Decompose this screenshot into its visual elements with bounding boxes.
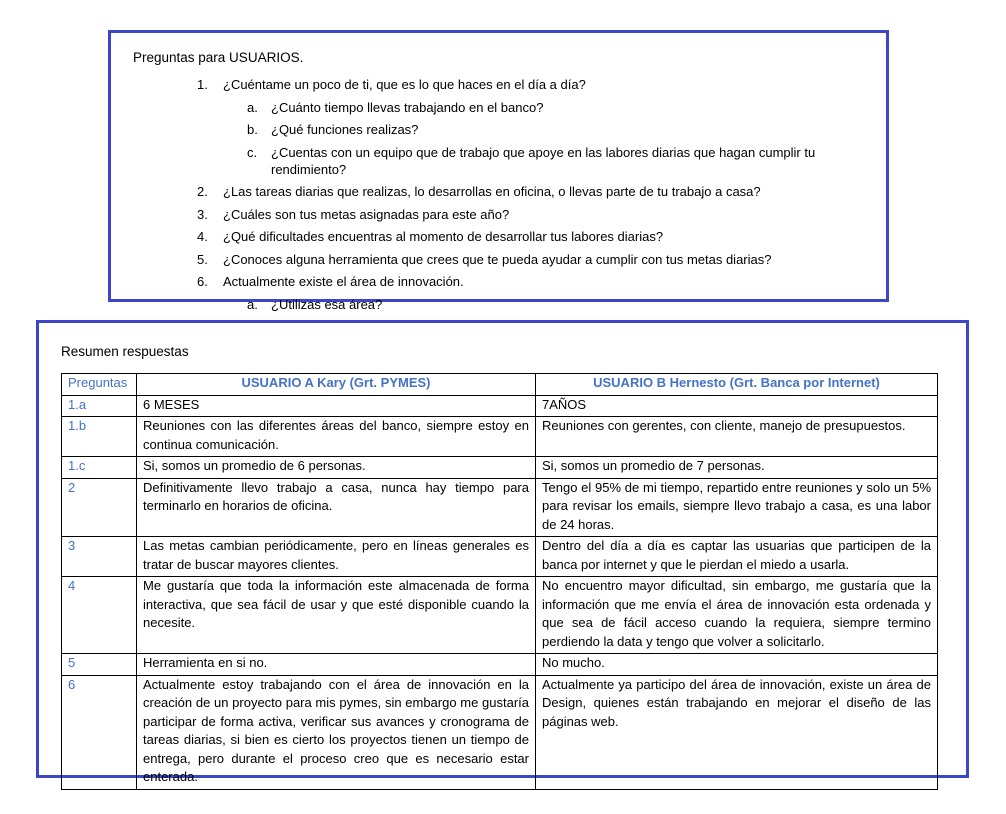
table-row <box>62 537 938 577</box>
answer-user-a: Definitivamente llevo trabajo a casa, nunca hay tiempo para terminarlo en horarios de oficina. <box>137 478 536 537</box>
questions-list <box>133 76 876 335</box>
question-number: b. <box>247 122 258 137</box>
table-row <box>62 654 938 676</box>
question-text: ¿Cuentas con un equipo que de trabajo que apoye en las labores diarias que hagan cumplir tu rendimiento? <box>271 144 816 177</box>
answers-box <box>36 320 969 784</box>
header-usuario-a: USUARIO A Kary (Grt. PYMES) <box>137 374 536 396</box>
question-item <box>133 228 876 245</box>
answer-user-b: No mucho. <box>536 654 938 676</box>
question-text: ¿Qué dificultades encuentras al momento de desarrollar tus labores diarias? <box>223 229 664 244</box>
answer-user-b: Si, somos un promedio de 7 personas. <box>536 457 938 479</box>
answer-user-a: Me gustaría que toda la información este almacenada de forma interactiva, que sea fácil de usar y que esté disponible cuando la necesite. <box>137 577 536 654</box>
question-item <box>133 273 876 290</box>
answer-user-b: Dentro del día a día es captar las usuarias que participen de la banca por internet y que le pierdan el miedo a usarla. <box>536 537 938 577</box>
question-id: 1.a <box>62 395 137 417</box>
question-text: ¿Cuéntame un poco de ti, que es lo que haces en el día a día? <box>223 77 586 92</box>
table-row <box>62 457 938 479</box>
answer-user-a: Herramienta en si no. <box>137 654 536 676</box>
question-text: ¿Cuánto tiempo llevas trabajando en el banco? <box>271 99 544 115</box>
question-id: 1.b <box>62 417 137 457</box>
question-item <box>133 144 876 178</box>
question-item <box>133 99 876 116</box>
answer-user-b: 7AÑOS <box>536 395 938 417</box>
question-item <box>133 296 876 313</box>
header-usuario-b: USUARIO B Hernesto (Grt. Banca por Internet) <box>536 374 938 396</box>
question-number: 6. <box>197 274 208 289</box>
table-row <box>62 675 938 789</box>
question-number: 5. <box>197 251 208 267</box>
questions-box <box>108 30 889 312</box>
answer-user-b: No encuentro mayor dificultad, sin embargo, me gustaría que la información que me envía el área de innovación esta ordenada y que sea de fácil acceso cuando la requiera, siempre termino perdiendo la data y tengo que volver a solicitarlo. <box>536 577 938 654</box>
question-id: 1.c <box>62 457 137 479</box>
question-text: ¿Qué funciones realizas? <box>271 122 419 137</box>
questions-title: Preguntas para USUARIOS. <box>133 50 304 65</box>
question-item <box>133 76 876 93</box>
question-text: ¿Conoces alguna herramienta que crees que te pueda ayudar a cumplir con tus metas diarias? <box>223 251 772 267</box>
question-id: 5 <box>62 654 137 676</box>
question-item <box>133 183 876 200</box>
answer-user-b: Actualmente ya participo del área de innovación, existe un área de Design, quienes están trabajando en mejorar el diseño de las páginas web. <box>536 675 938 789</box>
question-text: ¿Las tareas diarias que realizas, lo desarrollas en oficina, o llevas parte de tu trabajo a casa? <box>223 184 761 199</box>
question-number: c. <box>247 144 258 160</box>
question-id: 2 <box>62 478 137 537</box>
question-item <box>133 121 876 138</box>
table-row <box>62 417 938 457</box>
question-number: 1. <box>197 77 208 92</box>
question-item <box>133 206 876 223</box>
question-number: a. <box>247 296 258 312</box>
table-row <box>62 478 938 537</box>
header-preguntas: Preguntas <box>62 374 137 396</box>
answer-user-a: Actualmente estoy trabajando con el área de innovación en la creación de un proyecto para mis pymes, sin embargo me gustaría participar de forma activa, verificar sus avances y cronograma de tareas diarias, si bien es cierto los proyectos tienen un tiempo de entrega, pero durante el proceso creo que es necesario estar enterada. <box>137 675 536 789</box>
table-row <box>62 395 938 417</box>
question-number: 2. <box>197 184 208 199</box>
question-id: 4 <box>62 577 137 654</box>
question-number: 4. <box>197 229 208 244</box>
answer-user-a: Reuniones con las diferentes áreas del banco, siempre estoy en continua comunicación. <box>137 417 536 457</box>
question-number: 3. <box>197 206 208 222</box>
question-number: a. <box>247 99 258 115</box>
question-text: Actualmente existe el área de innovación. <box>223 274 464 289</box>
question-id: 3 <box>62 537 137 577</box>
answer-user-a: 6 MESES <box>137 395 536 417</box>
answer-user-b: Tengo el 95% de mi tiempo, repartido entre reuniones y solo un 5% para revisar los emails, siempre llevo trabajo a casa, es una labor de 24 horas. <box>536 478 938 537</box>
answer-user-b: Reuniones con gerentes, con cliente, manejo de presupuestos. <box>536 417 938 457</box>
answer-user-a: Las metas cambian periódicamente, pero en líneas generales es tratar de buscar mayores clientes. <box>137 537 536 577</box>
question-text: ¿Utilizas esa área? <box>271 296 383 312</box>
table-header-row <box>62 374 938 396</box>
question-id: 6 <box>62 675 137 789</box>
question-text: ¿Cuáles son tus metas asignadas para este año? <box>223 206 510 222</box>
answers-table <box>61 373 938 790</box>
answer-user-a: Si, somos un promedio de 6 personas. <box>137 457 536 479</box>
answers-title: Resumen respuestas <box>61 344 189 359</box>
question-item <box>133 251 876 268</box>
table-row <box>62 577 938 654</box>
